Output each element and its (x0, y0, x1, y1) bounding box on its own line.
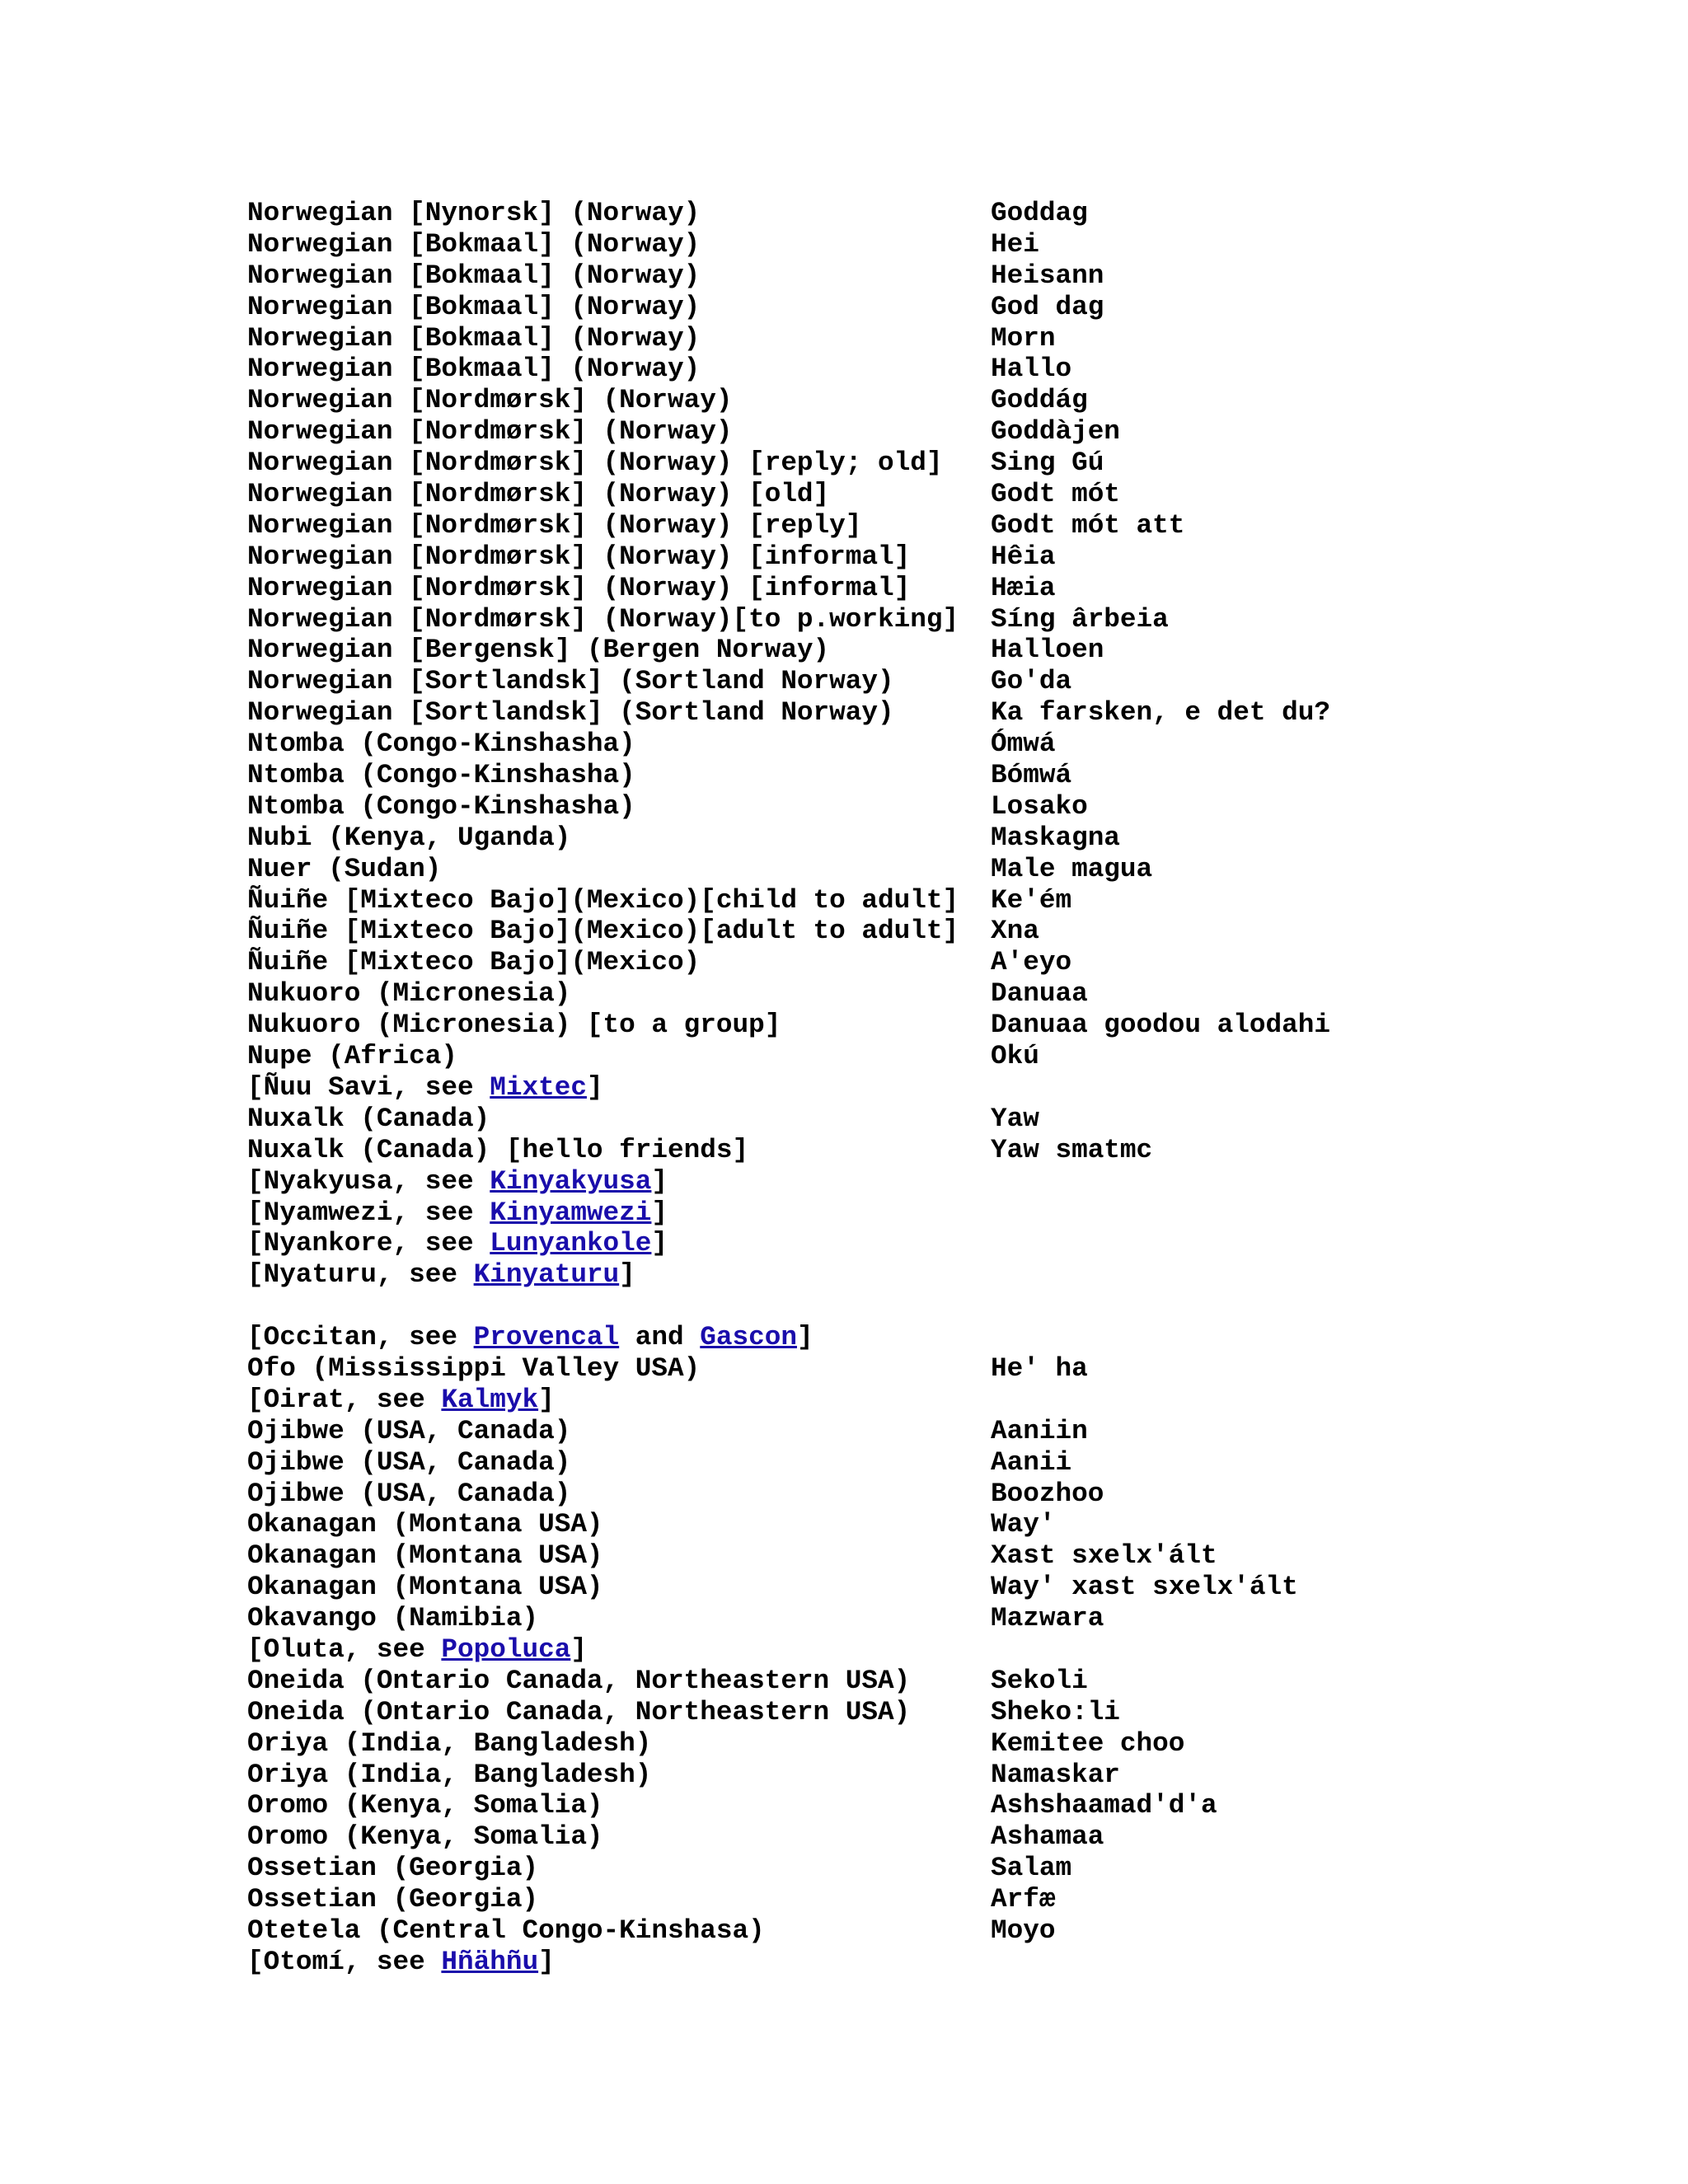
xref-otomi: [Otomí, see Hñähñu] (247, 1946, 555, 1977)
language-name: Oriya (India, Bangladesh) (247, 1727, 652, 1759)
entry-row (247, 1915, 1665, 1947)
greeting-text: Ke'ém (991, 884, 1072, 916)
entry-row (247, 1884, 1665, 1915)
entry-row (247, 1603, 1665, 1634)
entry-row (247, 1416, 1665, 1447)
entry-row (247, 1135, 1665, 1166)
language-name: Norwegian [Nordmørsk] (Norway) [reply; old] (247, 448, 943, 479)
language-name: Ojibwe (USA, Canada) (247, 1478, 571, 1509)
xref-occitan: [Occitan, see Provencal and Gascon] (247, 1322, 814, 1353)
greetings-list (247, 198, 1665, 1978)
language-name: Okanagan (Montana USA) (247, 1540, 603, 1572)
xref-nyamwezi: [Nyamwezi, see Kinyamwezi] (247, 1197, 668, 1228)
language-name: Norwegian [Bokmaal] (Norway) (247, 322, 701, 354)
link-kinyaturu[interactable]: Kinyaturu (473, 1259, 620, 1291)
greeting-text: Kemitee choo (991, 1727, 1185, 1759)
language-name: Ofo (Mississippi Valley USA) (247, 1352, 701, 1384)
entry-row (247, 416, 1665, 448)
greeting-text: Sekoli (991, 1665, 1088, 1696)
greeting-text: Goddàjen (991, 416, 1120, 448)
link-gascon[interactable]: Gascon (700, 1322, 797, 1353)
entry-row (247, 854, 1665, 885)
link-mixtec[interactable]: Mixtec (490, 1071, 587, 1103)
entry-row (247, 978, 1665, 1010)
entry-row (247, 1666, 1665, 1697)
xref-nyakyusa: [Nyakyusa, see Kinyakyusa] (247, 1165, 668, 1197)
greeting-text: Godt mót (991, 479, 1120, 510)
entry-row (247, 791, 1665, 823)
entries-block-5 (247, 1666, 1665, 1947)
xref-nyankore: [Nyankore, see Lunyankole] (247, 1228, 668, 1259)
language-name: Norwegian [Bokmaal] (Norway) (247, 354, 701, 385)
greeting-text: Xast sxelx'ált (991, 1540, 1217, 1572)
link-provencal[interactable]: Provencal (473, 1322, 620, 1353)
greeting-text: Morn (991, 322, 1056, 354)
entry-row (247, 635, 1665, 666)
language-name: Norwegian [Nordmørsk] (Norway)[to p.working] (247, 603, 959, 635)
language-name: Norwegian [Bergensk] (Bergen Norway) (247, 635, 830, 666)
entry-row (247, 916, 1665, 947)
entry-row (247, 1728, 1665, 1760)
greeting-text: Maskagna (991, 822, 1120, 853)
entry-row (247, 479, 1665, 510)
greeting-text: Hæia (991, 572, 1056, 603)
link-kinyakyusa[interactable]: Kinyakyusa (490, 1165, 652, 1197)
language-name: Ñuiñe [Mixteco Bajo](Mexico)[child to adult] (247, 884, 959, 916)
greeting-text: Mazwara (991, 1603, 1104, 1634)
greeting-text: Godt mót att (991, 509, 1185, 541)
entry-row (247, 1447, 1665, 1479)
greeting-text: Sheko:li (991, 1696, 1120, 1727)
greeting-text: Ashamaa (991, 1821, 1104, 1853)
entry-row (247, 1790, 1665, 1821)
language-name: Norwegian [Nordmørsk] (Norway) [old] (247, 479, 830, 510)
entries-block-4 (247, 1416, 1665, 1634)
entry-row (247, 260, 1665, 292)
language-name: Oriya (India, Bangladesh) (247, 1759, 652, 1790)
greeting-text: Arfæ (991, 1884, 1056, 1915)
entries-block-2 (247, 1104, 1665, 1166)
greeting-text: Aanii (991, 1446, 1072, 1478)
xref-nuu-savi: [Ñuu Savi, see Mixtec] (247, 1071, 603, 1103)
entry-row (247, 604, 1665, 635)
language-name: Norwegian [Nordmørsk] (Norway) [informal] (247, 541, 911, 572)
entry-row (247, 1572, 1665, 1603)
entry-row (247, 1509, 1665, 1540)
greeting-text: Namaskar (991, 1759, 1120, 1790)
entry-row (247, 541, 1665, 573)
entry-row (247, 198, 1665, 229)
greeting-text: Losako (991, 790, 1088, 822)
greeting-text: Ashshaamad'd'a (991, 1790, 1217, 1821)
language-name: Okanagan (Montana USA) (247, 1572, 603, 1603)
language-name: Ossetian (Georgia) (247, 1884, 539, 1915)
language-name: Norwegian [Nordmørsk] (Norway) [informal] (247, 572, 911, 603)
entry-row (247, 1104, 1665, 1135)
language-name: Nukuoro (Micronesia) (247, 978, 571, 1010)
entry-row (247, 885, 1665, 916)
greeting-text: Way' (991, 1509, 1056, 1540)
greeting-text: Halloen (991, 635, 1104, 666)
link-popoluca[interactable]: Popoluca (441, 1633, 571, 1665)
greeting-text: Aaniin (991, 1415, 1088, 1446)
greeting-text: God dag (991, 291, 1104, 322)
blank-line (247, 1291, 1665, 1322)
greeting-text: Hei (991, 228, 1039, 260)
greeting-text: Boozhoo (991, 1478, 1104, 1509)
language-name: Otetela (Central Congo-Kinshasa) (247, 1915, 765, 1946)
language-name: Nuxalk (Canada) [hello friends] (247, 1134, 749, 1165)
language-name: Oneida (Ontario Canada, Northeastern USA) (247, 1665, 911, 1696)
entry-row (247, 1479, 1665, 1510)
language-name: Nupe (Africa) (247, 1041, 458, 1072)
xref-oluta: [Oluta, see Popoluca] (247, 1633, 587, 1665)
language-name: Ñuiñe [Mixteco Bajo](Mexico)[adult to adult] (247, 916, 959, 947)
link-lunyankole[interactable]: Lunyankole (490, 1228, 652, 1259)
language-name: Nukuoro (Micronesia) [to a group] (247, 1010, 781, 1041)
entry-row (247, 1853, 1665, 1884)
greeting-text: Yaw (991, 1103, 1039, 1134)
greeting-text: Bómwá (991, 760, 1072, 791)
entry-row (247, 1041, 1665, 1072)
language-name: Norwegian [Sortlandsk] (Sortland Norway) (247, 697, 894, 729)
greeting-text: Moyo (991, 1915, 1056, 1946)
greeting-text: Xna (991, 916, 1039, 947)
entry-row (247, 510, 1665, 541)
greeting-text: Goddág (991, 385, 1088, 416)
greeting-text: He' ha (991, 1352, 1088, 1384)
entry-row (247, 666, 1665, 697)
language-name: Ojibwe (USA, Canada) (247, 1446, 571, 1478)
language-name: Oneida (Ontario Canada, Northeastern USA) (247, 1696, 911, 1727)
language-name: Ntomba (Congo-Kinshasha) (247, 729, 635, 760)
language-name: Norwegian [Bokmaal] (Norway) (247, 228, 701, 260)
language-name: Nubi (Kenya, Uganda) (247, 822, 571, 853)
language-name: Okanagan (Montana USA) (247, 1509, 603, 1540)
greeting-text: Yaw smatmc (991, 1134, 1153, 1165)
greeting-text: Ka farsken, e det du? (991, 697, 1330, 729)
language-name: Norwegian [Bokmaal] (Norway) (247, 291, 701, 322)
language-name: Oromo (Kenya, Somalia) (247, 1790, 603, 1821)
language-name: Norwegian [Sortlandsk] (Sortland Norway) (247, 666, 894, 697)
greeting-text: Hallo (991, 354, 1072, 385)
language-name: Ossetian (Georgia) (247, 1853, 539, 1884)
entry-row (247, 1760, 1665, 1791)
entry-row (247, 448, 1665, 479)
entry-row (247, 573, 1665, 604)
entry-row (247, 823, 1665, 854)
language-name: Ntomba (Congo-Kinshasha) (247, 790, 635, 822)
language-name: Norwegian [Nordmørsk] (Norway) (247, 416, 733, 448)
language-name: Norwegian [Nynorsk] (Norway) (247, 198, 701, 228)
entry-row (247, 323, 1665, 354)
language-name: Nuxalk (Canada) (247, 1103, 490, 1134)
entry-row (247, 760, 1665, 791)
greeting-text: Goddag (991, 198, 1088, 228)
greeting-text: Danuaa goodou alodahi (991, 1010, 1330, 1041)
greeting-text: Heisann (991, 260, 1104, 291)
entry-row (247, 947, 1665, 978)
entry-row (247, 1010, 1665, 1041)
greeting-text: Okú (991, 1041, 1039, 1072)
greeting-text: Ómwá (991, 729, 1056, 760)
entry-row (247, 729, 1665, 760)
link-kalmyk[interactable]: Kalmyk (441, 1384, 539, 1415)
language-name: Norwegian [Nordmørsk] (Norway) (247, 385, 733, 416)
greeting-text: Hêia (991, 541, 1056, 572)
entry-row (247, 1697, 1665, 1728)
language-name: Ñuiñe [Mixteco Bajo](Mexico) (247, 947, 701, 978)
xref-nyaturu: [Nyaturu, see Kinyaturu] (247, 1259, 635, 1291)
entry-row (247, 354, 1665, 385)
entry-row (247, 292, 1665, 323)
language-name: Nuer (Sudan) (247, 853, 442, 884)
greeting-text: A'eyo (991, 947, 1072, 978)
xref-oirat: [Oirat, see Kalmyk] (247, 1384, 555, 1415)
greeting-text: Go'da (991, 666, 1072, 697)
language-name: Okavango (Namibia) (247, 1603, 539, 1634)
entry-row (247, 229, 1665, 260)
entry-row (247, 1821, 1665, 1853)
language-name: Norwegian [Nordmørsk] (Norway) [reply] (247, 509, 862, 541)
entry-row (247, 697, 1665, 729)
entry-row (247, 1353, 1665, 1385)
language-name: Ojibwe (USA, Canada) (247, 1415, 571, 1446)
entries-block-1 (247, 198, 1665, 1072)
entry-row (247, 385, 1665, 416)
greeting-text: Male magua (991, 853, 1153, 884)
greeting-text: Síng ârbeia (991, 603, 1169, 635)
link-kinyamwezi[interactable]: Kinyamwezi (490, 1197, 652, 1228)
language-name: Ntomba (Congo-Kinshasha) (247, 760, 635, 791)
entry-row (247, 1540, 1665, 1572)
greeting-text: Sing Gú (991, 448, 1104, 479)
greeting-text: Way' xast sxelx'ált (991, 1572, 1298, 1603)
language-name: Norwegian [Bokmaal] (Norway) (247, 260, 701, 291)
greeting-text: Danuaa (991, 978, 1088, 1010)
language-name: Oromo (Kenya, Somalia) (247, 1821, 603, 1853)
entries-block-3 (247, 1353, 1665, 1385)
link-hnahnu[interactable]: Hñähñu (441, 1946, 539, 1977)
greeting-text: Salam (991, 1853, 1072, 1884)
